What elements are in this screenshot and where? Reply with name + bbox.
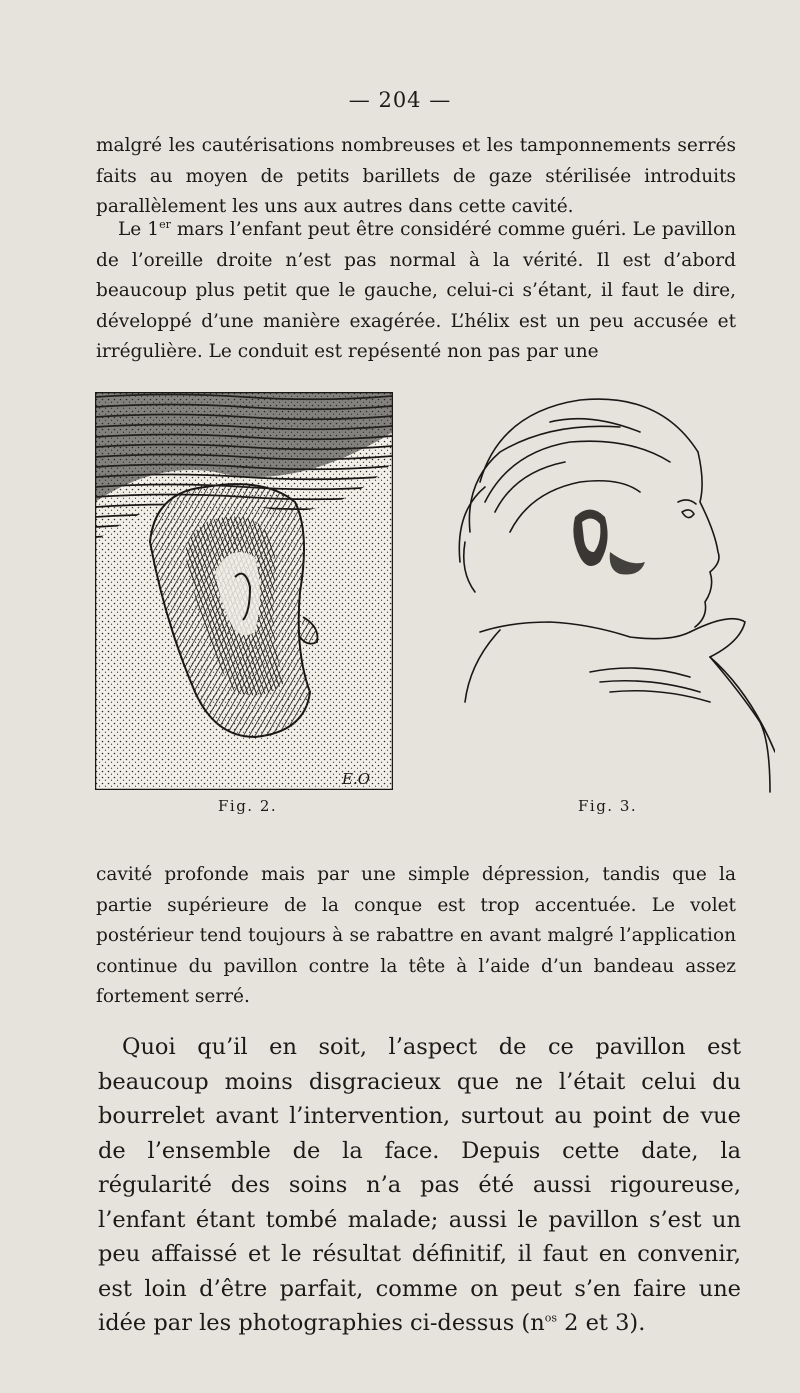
figure-3-caption: Fig. 3. [578,797,638,815]
page-number: — 204 — [348,88,452,112]
figure-2-signature: E.O [342,770,371,788]
paragraph-recovery: Le 1er mars l’enfant peut être considéré comme guéri. Le pavillon de l’oreille droite n’est pas normal à la vérité. Il est d’abord beaucoup plus petit que le gauche, celui-ci s’étant, il faut le dire, développé d’une manière exagérée. L’hélix est un peu accusée et irrégulière. Le conduit est repésenté non pas par une [96,217,737,362]
figure-2-ear-engraving [95,392,393,790]
paragraph-conclusion: Quoi qu’il en soit, l’aspect de ce pavillon est beaucoup moins disgracieux que ne l’était celui du bourrelet avant l’intervention, surtout au point de vue de l’ensemble de la face. Depuis cette date, la régularité des soins n’a pas été aussi rigoureuse, l’enfant étant tombé malade; aussi le pavillon s’est un peu affaissé et le résultat définitif, il faut en convenir, est loin d’être parfait, comme on peut s’en faire une idée par les photographies ci-dessus ($n^{os}$ 2 et 3). [98,1034,741,1336]
figure-3-child-profile-drawing [440,392,775,794]
paragraph-continuation: malgré les cautérisations nombreuses et les tamponnements serrés faits au moyen de petits barillets de gaze stérilisée introduits parallèlement les uns aux autres dans cette cavité. [96,135,736,217]
paragraph-description: cavité profonde mais par une simple dépression, tandis que la partie supérieure de la conque est trop accentuée. Le volet postérieur tend toujours à se rabattre en avant malgré l’application continue du pavillon contre la tête à l’aide d’un bandeau assez fortement serré. [96,864,736,1007]
figure-2-caption: Fig. 2. [218,797,278,815]
